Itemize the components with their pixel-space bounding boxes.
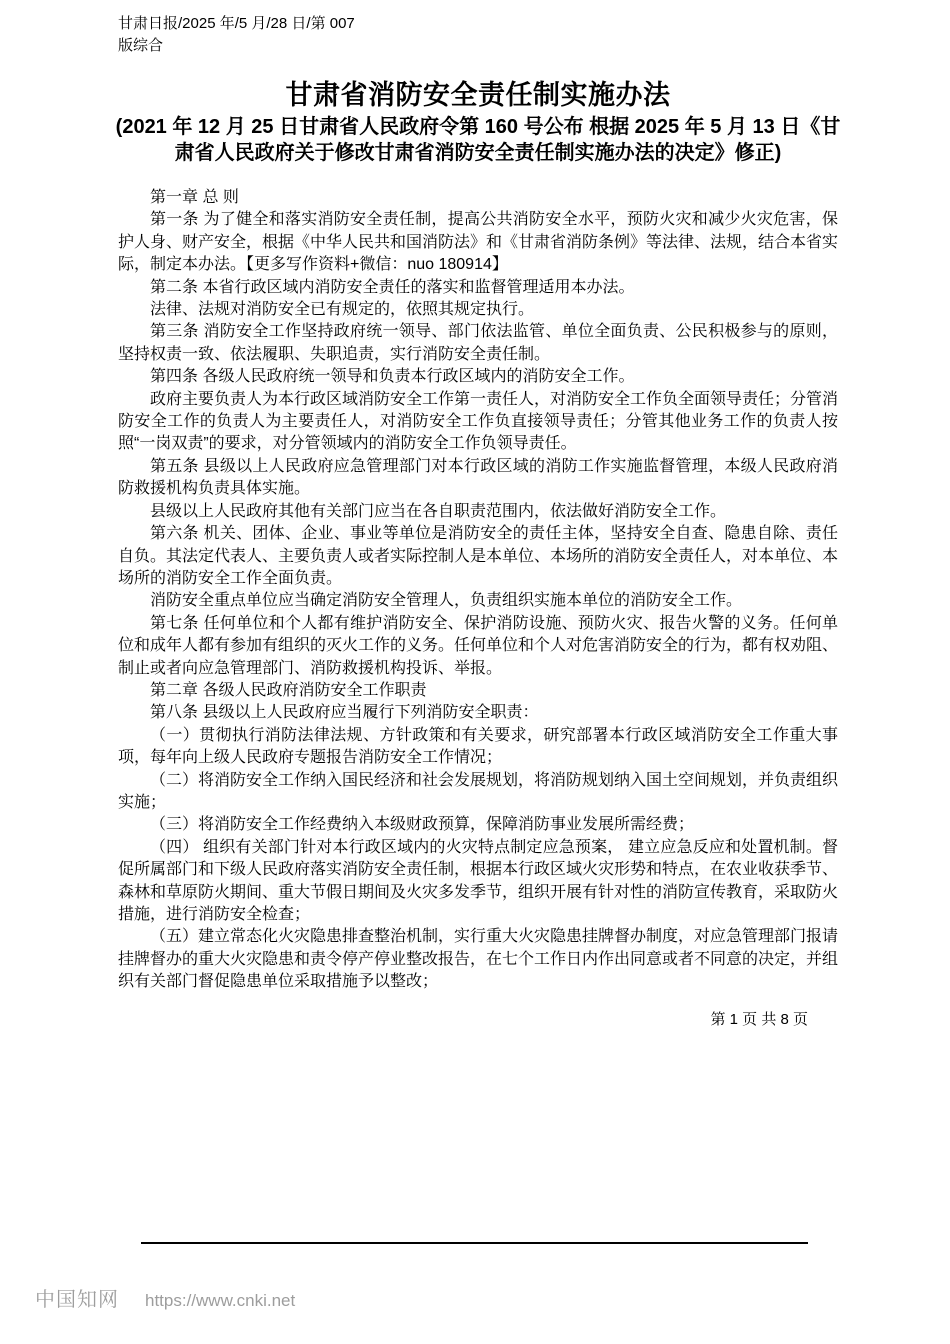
article-paragraph: 第七条 任何单位和个人都有维护消防安全、保护消防设施、预防火灾、报告火警的义务。任何单位和成年人都有参加有组织的灭火工作的义务。任何单位和个人对危害消防安全的行为，都有权劝阻、制止或者向应急管理部门、消防救援机构投诉、举报。 xyxy=(118,614,839,677)
newspaper-source xyxy=(118,13,438,57)
article-paragraph: 第六条 机关、团体、企业、事业等单位是消防安全的责任主体，坚持安全自查、隐患自除、责任自负。其法定代表人、主要负责人或者实际控制人是本单位、本场所的消防安全责任人，对本单位、本场所的消防安全工作全面负责。 xyxy=(118,525,839,587)
article-subtitle-line: (2021 年 12 月 25 日甘肃省人民政府令第 160 号公布 根据 2025 年 5 月 13 日《甘 xyxy=(115,116,841,138)
article-subtitle xyxy=(105,114,851,166)
article-paragraph: 第二章 各级人民政府消防安全工作职责 xyxy=(150,681,427,699)
cnki-footer xyxy=(35,1283,295,1312)
article-paragraph: （五）建立常态化火灾隐患排查整治机制，实行重大火灾隐患挂牌督办制度，对应急管理部门报请挂牌督办的重大火灾隐患和责令停产停业整改报告，在七个工作日内作出同意或者不同意的决定，并组织有关部门督促隐患单位采取措施予以整改； xyxy=(118,928,839,991)
cnki-url: https://www.cnki.net xyxy=(145,1291,296,1310)
article-subtitle-line: 肃省人民政府关于修改甘肃省消防安全责任制实施办法的决定》修正) xyxy=(174,142,782,164)
article-paragraph: （一）贯彻执行消防法律法规、方针政策和有关要求，研究部署本行政区域消防安全工作重大事项，每年向上级人民政府专题报告消防安全工作情况； xyxy=(118,726,838,767)
footer-divider xyxy=(141,1242,808,1244)
article-paragraph: 第一条 为了健全和落实消防安全责任制，提高公共消防安全水平，预防火灾和减少火灾危害，保护人身、财产安全，根据《中华人民共和国消防法》和《甘肃省消防条例》等法律、法规，结合本省实际，制定本办法。【更多写作资料+微信：nuo 180914】 xyxy=(118,211,839,274)
cnki-logo-text: 中国知网 xyxy=(35,1289,119,1311)
newspaper-source-line: 版综合 xyxy=(118,37,164,54)
article-paragraph: 第三条 消防安全工作坚持政府统一领导、部门依法监管、单位全面负责、公民积极参与的原则，坚持权责一致、依法履职、失职追责，实行消防安全责任制。 xyxy=(118,323,838,363)
article-paragraph: （四） 组织有关部门针对本行政区域内的火灾特点制定应急预案， 建立应急反应和处置机制。督促所属部门和下级人民政府落实消防安全责任制，根据本行政区域火灾形势和特点，在农业收获季节、森林和草原防火期间、重大节假日期间及火灾多发季节，组织开展有针对性的消防宣传教育，采取防火措施，进行消防安全检查； xyxy=(118,838,839,923)
article-paragraph: 政府主要负责人为本行政区域消防安全工作第一责任人，对消防安全工作负全面领导责任；分管消防安全工作的负责人为主要责任人，对消防安全工作负直接领导责任；分管其他业务工作的负责人按照“一岗双责”的要求，对分管领域内的消防安全工作负领导责任。 xyxy=(118,390,839,453)
article-paragraph: （二）将消防安全工作纳入国民经济和社会发展规划，将消防规划纳入国土空间规划，并负责组织实施； xyxy=(118,771,839,811)
article-paragraph: 县级以上人民政府其他有关部门应当在各自职责范围内，依法做好消防安全工作。 xyxy=(150,502,727,520)
article-paragraph: 第五条 县级以上人民政府应急管理部门对本行政区域的消防工作实施监督管理，本级人民政府消防救援机构负责具体实施。 xyxy=(118,457,838,498)
article-title: 甘肃省消防安全责任制实施办法 xyxy=(285,80,671,110)
article-paragraph: 消防安全重点单位应当确定消防安全管理人，负责组织实施本单位的消防安全工作。 xyxy=(150,592,743,610)
article-paragraph: 第八条 县级以上人民政府应当履行下列消防安全职责： xyxy=(150,704,539,722)
article-paragraph: 第一章 总 则 xyxy=(150,189,239,206)
newspaper-source-line: 甘肃日报/2025 年/5 月/28 日/第 007 xyxy=(118,15,355,32)
article-body xyxy=(118,187,838,994)
article-paragraph: 第四条 各级人民政府统一领导和负责本行政区域内的消防安全工作。 xyxy=(150,368,635,386)
page-number: 第 1 页 共 8 页 xyxy=(710,1011,808,1028)
article-paragraph: 法律、法规对消防安全已有规定的，依照其规定执行。 xyxy=(150,301,535,319)
article-paragraph: （三）将消防安全工作经费纳入本级财政预算，保障消防事业发展所需经费； xyxy=(150,816,695,834)
article-paragraph: 第二条 本省行政区域内消防安全责任的落实和监督管理适用本办法。 xyxy=(150,278,635,296)
